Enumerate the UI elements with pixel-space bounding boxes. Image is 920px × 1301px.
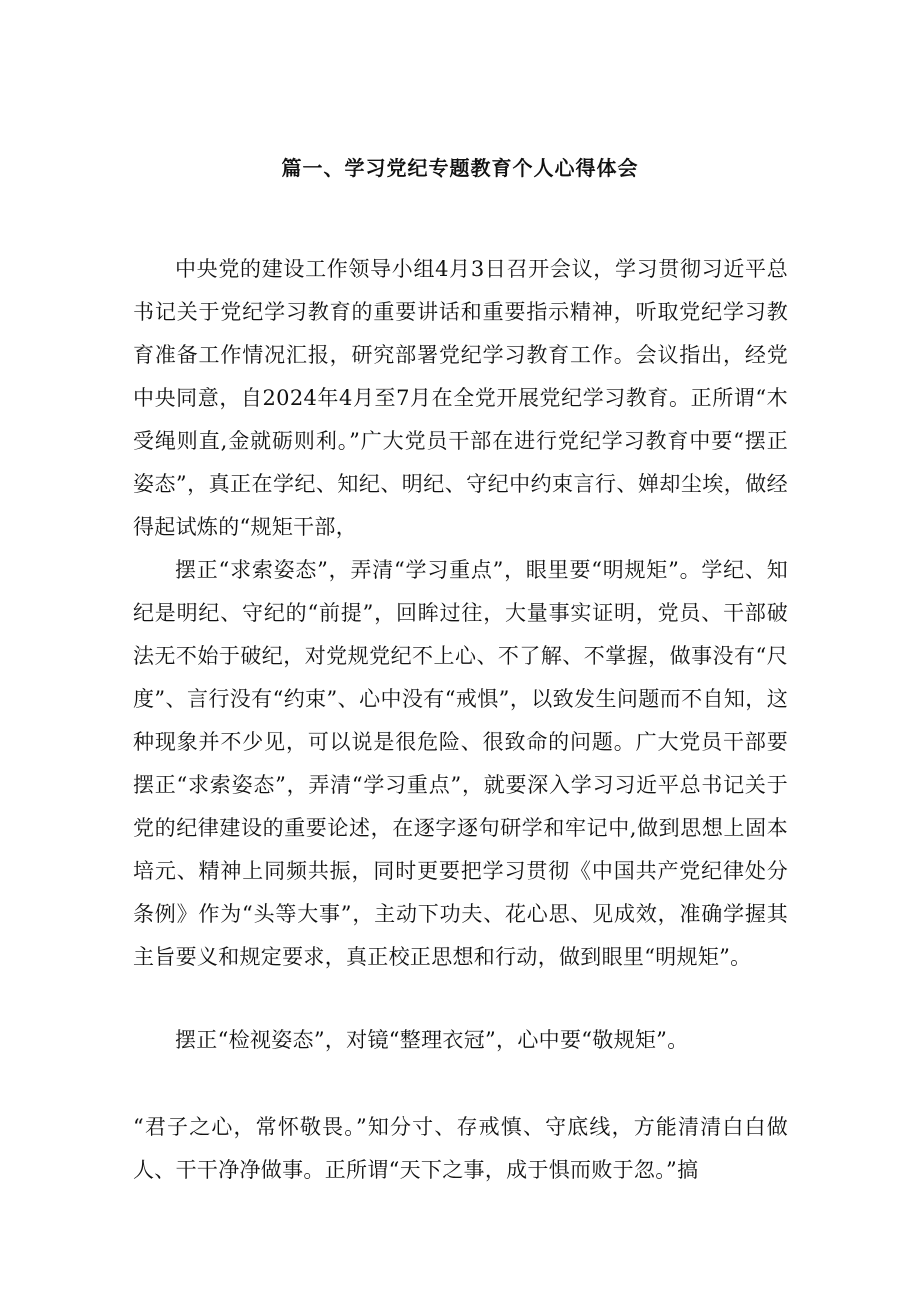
paragraph-2: 摆正“求索姿态”，弄清“学习重点”，眼里要“明规矩”。学纪、知纪是明纪、守纪的“前提”，回眸过往，大量事实证明，党员、干部破法无不始于破纪，对党规党纪不上心、不了解、不掌握，做事没有“尺度”、言行没有“约束”、心中没有“戒惧”，以致发生问题而不自知，这种现象并不少见，可以说是很危险、很致命的问题。广大党员干部要摆正“求索姿态”，弄清“学习重点”，就要深入学习习近平总书记关于党的纪律建设的重要论述，在逐字逐句研学和牢记中,做到思想上固本培元、精神上同频共振，同时更要把学习贯彻《中国共产党纪律处分条例》作为“头等大事”，主动下功夫、花心思、见成效，准确学握其主旨要义和规定要求，真正校正思想和行动，做到眼里“明规矩”。 <box>133 558 788 969</box>
paragraph-block-1 <box>133 248 788 549</box>
paragraph-block-2 <box>133 549 788 979</box>
paragraph-1: 中央党的建设工作领导小组4月3日召开会议，学习贯彻习近平总书记关于党纪学习教育的重要讲话和重要指示精神，听取党纪学习教育准备工作情况汇报，研究部署党纪学习教育工作。会议指出，经党中央同意，自2024年4月至7月在全党开展党纪学习教育。正所谓“木受绳则直,金就砺则利。”广大党员干部在进行党纪学习教育中要“摆正姿态”，真正在学纪、知纪、明纪、守纪中约束言行、婵却尘埃，做经得起试炼的“规矩干部， <box>133 257 788 539</box>
paragraph-3: 摆正“检视姿态”，对镜“整理衣冠”，心中要“敬规矩”。 <box>175 1028 689 1052</box>
paragraph-block-3 <box>133 1019 788 1062</box>
paragraph-block-4 <box>133 1106 788 1192</box>
paragraph-4: “君子之心，常怀敬畏。”知分寸、存戒慎、守底线，方能清清白白做人、干干净净做事。正所谓“天下之事，成于惧而败于忽。”搞 <box>133 1115 788 1182</box>
document-title: 篇一、学习党纪专题教育个人心得体会 <box>281 156 639 180</box>
